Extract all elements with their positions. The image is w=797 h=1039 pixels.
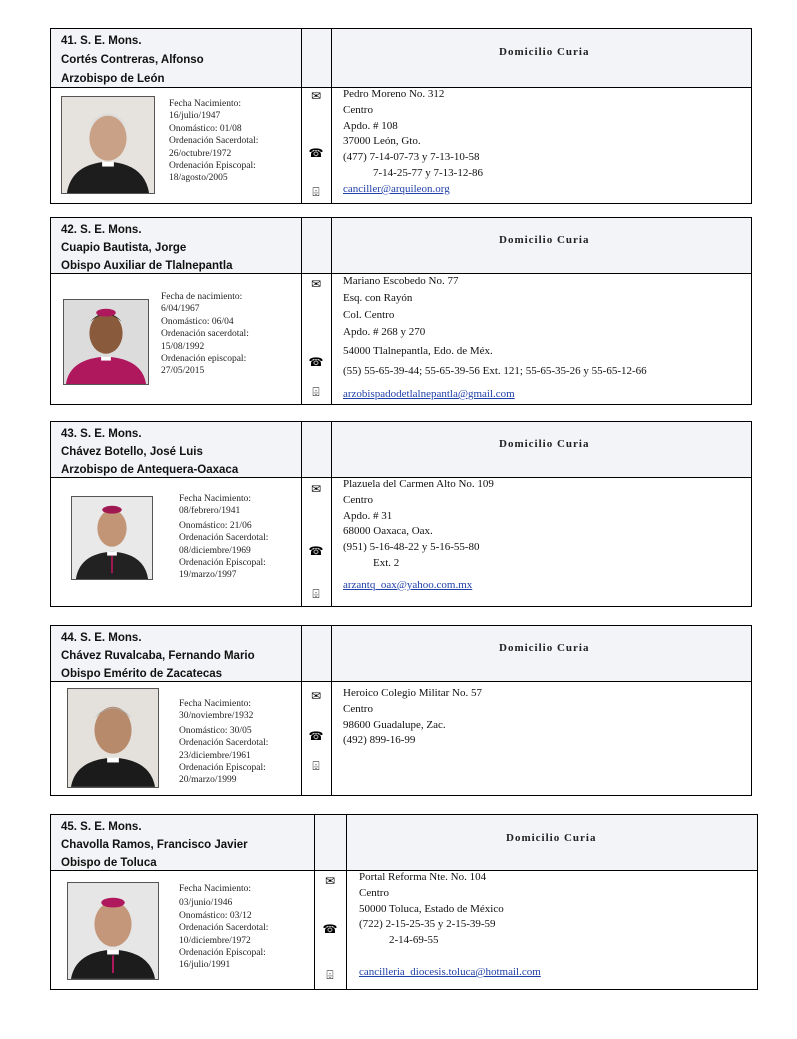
bio-line: Ordenación Sacerdotal: [179, 923, 269, 934]
bishop-title: Obispo Auxiliar de Tlalnepantla [61, 260, 233, 272]
bio-line: 08/diciembre/1969 [179, 545, 251, 556]
bio-line: 26/octubre/1972 [169, 148, 232, 159]
bio-line: 03/junio/1946 [179, 898, 233, 909]
bishop-name: Chávez Botello, José Luis [61, 446, 203, 458]
address-line: Apdo. # 31 [343, 509, 393, 522]
directory-entry-41 [50, 28, 752, 204]
bishop-name: Cuapio Bautista, Jorge [61, 242, 187, 254]
contact-icons [308, 477, 330, 605]
bio-line: Onomástico: 06/04 [161, 316, 234, 327]
phone-line: (477) 7-14-07-73 y 7-13-10-58 [343, 151, 480, 164]
entry-header [51, 422, 751, 478]
contact-icons [308, 273, 330, 403]
column-divider [331, 422, 332, 606]
entry-number: 42. S. E. Mons. [61, 224, 142, 236]
email-link[interactable]: arzobispadodetlalnepantla@gmail.com [343, 388, 515, 400]
bio-line: 15/08/1992 [161, 341, 205, 352]
domicilio-curia-label: Domicilio Curia [499, 438, 590, 450]
phone-line: (55) 55-65-39-44; 55-65-39-56 Ext. 121; 55-65-35-26 y 55-65-12-66 [343, 365, 647, 377]
address-block [343, 87, 483, 198]
bio-line: Ordenación Episcopal: [179, 948, 266, 959]
phone-icon: ☎ [322, 922, 338, 936]
fax-icon: ⌹ [312, 385, 320, 399]
bio-line: Fecha Nacimiento: [179, 884, 252, 894]
bishop-name: Chávez Ruvalcaba, Fernando Mario [61, 650, 255, 662]
directory-entry-42 [50, 217, 752, 405]
entry-number: 45. S. E. Mons. [61, 821, 142, 833]
column-divider [331, 218, 332, 404]
mailbox-icon: ✉ [310, 482, 322, 496]
bio-line: Ordenación episcopal: [161, 354, 247, 365]
bishop-name-block [61, 221, 232, 275]
domicilio-curia-label: Domicilio Curia [499, 234, 590, 246]
bishop-name-block [61, 629, 255, 683]
address-line: Centro [359, 886, 389, 899]
bio-line: Ordenación Sacerdotal: [169, 136, 259, 147]
address-line: Heroico Colegio Militar No. 57 [343, 687, 483, 699]
bishop-title: Arzobispo de Antequera-Oaxaca [61, 464, 239, 476]
domicilio-curia-label: Domicilio Curia [499, 46, 590, 58]
bishop-name: Chavolla Ramos, Francisco Javier [61, 839, 248, 851]
bio-line: 10/diciembre/1972 [179, 935, 251, 946]
domicilio-curia-label: Domicilio Curia [499, 642, 590, 654]
bio-line: 08/febrero/1941 [179, 506, 241, 517]
mailbox-icon: ✉ [310, 689, 322, 703]
bio-line: Ordenación Sacerdotal: [179, 533, 269, 544]
bio-line: Fecha de nacimiento: [161, 292, 243, 302]
fax-icon: ⌹ [326, 968, 334, 982]
phone-line: (951) 5-16-48-22 y 5-16-55-80 [343, 541, 480, 554]
address-line: 37000 León, Gto. [343, 135, 421, 148]
entry-number: 43. S. E. Mons. [61, 428, 142, 440]
bio-line: 27/05/2015 [161, 366, 205, 377]
bio-line: 30/noviembre/1932 [179, 711, 254, 722]
bishop-name-block [61, 32, 204, 89]
bio-line: Fecha Nacimiento: [179, 494, 252, 504]
phone-line: 2-14-69-55 [389, 934, 439, 947]
domicilio-curia-label: Domicilio Curia [506, 832, 597, 844]
column-divider [314, 815, 315, 989]
bio-line: Fecha Nacimiento: [179, 699, 252, 709]
directory-entry-44 [50, 625, 752, 796]
bio-line: 20/marzo/1999 [179, 775, 237, 786]
column-divider [301, 218, 302, 404]
bio-details [179, 698, 268, 787]
address-line: Col. Centro [343, 309, 395, 321]
address-line: Centro [343, 103, 373, 116]
bio-line: Onomástico: 30/05 [179, 725, 252, 736]
bio-line: 16/julio/1991 [179, 960, 231, 971]
phone-line: (492) 899-16-99 [343, 734, 416, 747]
column-divider [346, 815, 347, 989]
bishop-name-block [61, 818, 248, 872]
phone-line: (722) 2-15-25-35 y 2-15-39-59 [359, 918, 496, 931]
bio-line: Ordenación Episcopal: [179, 558, 266, 569]
column-divider [331, 626, 332, 795]
address-line: Centro [343, 493, 373, 506]
bio-line: Fecha Nacimiento: [169, 99, 242, 109]
bio-details [161, 291, 249, 378]
address-line: Mariano Escobedo No. 77 [343, 275, 459, 287]
fax-icon: ⌹ [312, 759, 320, 773]
phone-icon: ☎ [308, 544, 324, 558]
address-line: Esq. con Rayón [343, 292, 413, 304]
bishop-photo [71, 496, 153, 580]
phone-icon: ☎ [308, 355, 324, 369]
bio-line: Onomástico: 21/06 [179, 520, 252, 531]
bio-line: 23/diciembre/1961 [179, 750, 251, 761]
contact-icons [308, 681, 330, 793]
bishop-title: Arzobispo de León [61, 73, 165, 85]
bishop-photo [67, 882, 159, 980]
entry-header [51, 218, 751, 274]
phone-icon: ☎ [308, 729, 324, 743]
bio-line: Ordenación Episcopal: [179, 763, 266, 774]
mailbox-icon: ✉ [324, 874, 336, 888]
bio-line: Ordenación Episcopal: [169, 161, 256, 172]
bio-line: Ordenación Sacerdotal: [179, 738, 269, 749]
entry-number: 41. S. E. Mons. [61, 35, 142, 47]
address-line: 68000 Oaxaca, Oax. [343, 525, 433, 538]
phone-line: Ext. 2 [373, 556, 400, 569]
fax-icon: ⌹ [312, 185, 320, 199]
bishop-photo [61, 96, 155, 194]
bio-line: 18/agosto/2005 [169, 173, 228, 184]
address-block [343, 477, 494, 594]
bio-details [179, 493, 268, 582]
address-line: Plazuela del Carmen Alto No. 109 [343, 478, 494, 490]
fax-icon: ⌹ [312, 587, 320, 601]
column-divider [301, 422, 302, 606]
directory-entry-45 [50, 814, 758, 990]
entry-header [51, 29, 751, 88]
mailbox-icon: ✉ [310, 89, 322, 103]
bio-line: Onomástico: 01/08 [169, 123, 242, 134]
bio-line: 19/marzo/1997 [179, 570, 237, 581]
email-link[interactable]: canciller@arquileon.org [343, 182, 450, 195]
bishop-photo [63, 299, 149, 385]
phone-line: 7-14-25-77 y 7-13-12-86 [373, 166, 483, 179]
address-block [343, 273, 647, 403]
bio-line: 6/04/1967 [161, 304, 200, 315]
bio-line: Ordenación sacerdotal: [161, 329, 249, 340]
bishop-title: Obispo Emérito de Zacatecas [61, 668, 223, 680]
mailbox-icon: ✉ [310, 277, 322, 291]
address-line: Pedro Moreno No. 312 [343, 88, 445, 100]
entry-number: 44. S. E. Mons. [61, 632, 142, 644]
bishop-name: Cortés Contreras, Alfonso [61, 54, 204, 66]
directory-entry-43 [50, 421, 752, 607]
address-line: 50000 Toluca, Estado de México [359, 902, 504, 915]
bishop-photo [67, 688, 159, 788]
bio-details [169, 98, 258, 185]
address-line: 54000 Tlalnepantla, Edo. de Méx. [343, 345, 493, 357]
bio-line: Onomástico: 03/12 [179, 910, 252, 921]
address-line: Apdo. # 108 [343, 119, 398, 132]
bishop-title: Obispo de Toluca [61, 857, 157, 869]
address-line: Portal Reforma Nte. No. 104 [359, 871, 487, 883]
entry-header [51, 626, 751, 682]
phone-icon: ☎ [308, 146, 324, 160]
column-divider [301, 626, 302, 795]
contact-icons [308, 87, 330, 205]
email-link[interactable]: cancilleria_diocesis.toluca@hotmail.com [359, 965, 541, 978]
email-link[interactable]: arzantq_oax@yahoo.com.mx [343, 578, 473, 591]
bishop-name-block [61, 425, 238, 479]
address-block [359, 870, 541, 981]
address-block [343, 686, 482, 749]
address-line: 98600 Guadalupe, Zac. [343, 718, 446, 731]
bio-line: 16/julio/1947 [169, 111, 221, 122]
column-divider [301, 29, 302, 203]
address-line: Centro [343, 702, 373, 715]
address-line: Apdo. # 268 y 270 [343, 326, 426, 338]
contact-icons [322, 870, 344, 988]
bio-details [179, 883, 268, 972]
column-divider [331, 29, 332, 203]
entry-header [51, 815, 757, 871]
